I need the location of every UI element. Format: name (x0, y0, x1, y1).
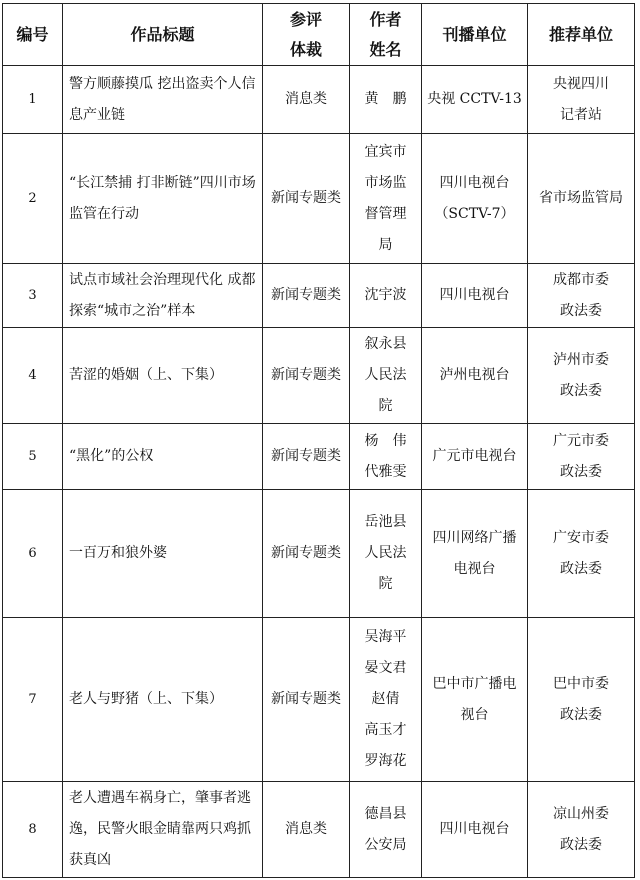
cell-recommender: 广元市委 政法委 (528, 424, 635, 490)
cell-genre: 新闻专题类 (263, 618, 350, 782)
cell-publisher: 央视 CCTV-13 (422, 66, 528, 134)
header-publisher: 刊播单位 (422, 4, 528, 66)
cell-publisher: 四川网络广播 电视台 (422, 490, 528, 618)
cell-author: 叙永县 人民法 院 (350, 328, 422, 424)
cell-recommender: 巴中市委 政法委 (528, 618, 635, 782)
table-row (3, 782, 635, 878)
cell-title: 试点市域社会治理现代化 成都探索“城市之治”样本 (63, 264, 263, 328)
cell-no: 8 (3, 782, 63, 878)
cell-no: 4 (3, 328, 63, 424)
cell-title: 警方顺藤摸瓜 挖出盗卖个人信息产业链 (63, 66, 263, 134)
cell-publisher: 泸州电视台 (422, 328, 528, 424)
header-title: 作品标题 (63, 4, 263, 66)
cell-author: 德昌县 公安局 (350, 782, 422, 878)
cell-recommender: 成都市委 政法委 (528, 264, 635, 328)
cell-genre: 消息类 (263, 66, 350, 134)
cell-no: 1 (3, 66, 63, 134)
cell-recommender: 省市场监管局 (528, 134, 635, 264)
cell-recommender: 泸州市委 政法委 (528, 328, 635, 424)
cell-no: 7 (3, 618, 63, 782)
cell-title: 一百万和狼外婆 (63, 490, 263, 618)
cell-genre: 新闻专题类 (263, 134, 350, 264)
cell-author: 杨 伟 代雅雯 (350, 424, 422, 490)
header-no: 编号 (3, 4, 63, 66)
cell-title: “长江禁捕 打非断链”四川市场监管在行动 (63, 134, 263, 264)
header-genre: 参评 体裁 (263, 4, 350, 66)
cell-genre: 新闻专题类 (263, 424, 350, 490)
cell-title: 老人与野猪（上、下集） (63, 618, 263, 782)
header-row (3, 4, 635, 66)
table-row (3, 264, 635, 328)
table-row (3, 490, 635, 618)
cell-no: 2 (3, 134, 63, 264)
cell-publisher: 四川电视台 （SCTV-7） (422, 134, 528, 264)
table-row (3, 424, 635, 490)
cell-recommender: 凉山州委 政法委 (528, 782, 635, 878)
cell-author: 沈宇波 (350, 264, 422, 328)
cell-genre: 消息类 (263, 782, 350, 878)
header-author: 作者 姓名 (350, 4, 422, 66)
cell-publisher: 巴中市广播电 视台 (422, 618, 528, 782)
cell-publisher: 四川电视台 (422, 782, 528, 878)
cell-title: “黑化”的公权 (63, 424, 263, 490)
table-row (3, 618, 635, 782)
cell-title: 苦涩的婚姻（上、下集） (63, 328, 263, 424)
awards-table (2, 3, 635, 878)
cell-no: 3 (3, 264, 63, 328)
cell-author: 黄 鹏 (350, 66, 422, 134)
cell-author: 宜宾市 市场监 督管理 局 (350, 134, 422, 264)
cell-genre: 新闻专题类 (263, 490, 350, 618)
cell-no: 6 (3, 490, 63, 618)
cell-genre: 新闻专题类 (263, 328, 350, 424)
table-row (3, 66, 635, 134)
cell-no: 5 (3, 424, 63, 490)
table-row (3, 328, 635, 424)
table-row (3, 134, 635, 264)
cell-author: 吴海平 晏文君 赵倩 高玉才 罗海花 (350, 618, 422, 782)
header-recommender: 推荐单位 (528, 4, 635, 66)
cell-author: 岳池县 人民法 院 (350, 490, 422, 618)
cell-recommender: 央视四川 记者站 (528, 66, 635, 134)
cell-publisher: 四川电视台 (422, 264, 528, 328)
cell-title: 老人遭遇车祸身亡，肇事者逃逸，民警火眼金睛靠两只鸡抓获真凶 (63, 782, 263, 878)
cell-genre: 新闻专题类 (263, 264, 350, 328)
cell-publisher: 广元市电视台 (422, 424, 528, 490)
cell-recommender: 广安市委 政法委 (528, 490, 635, 618)
